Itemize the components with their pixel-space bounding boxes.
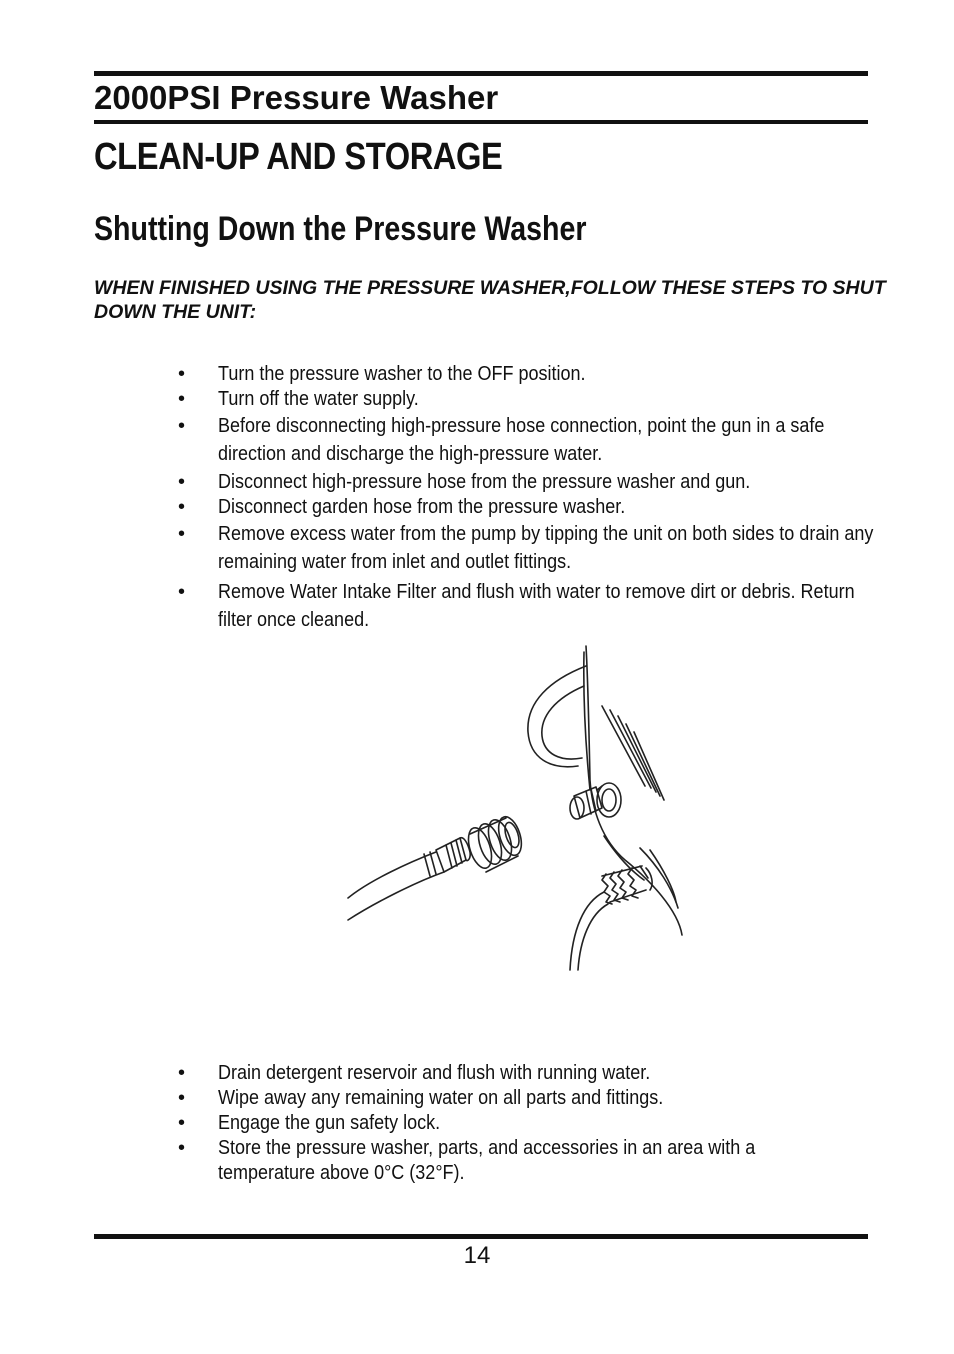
subsection-title: Shutting Down the Pressure Washer bbox=[94, 210, 587, 248]
header-rule-top bbox=[94, 71, 868, 76]
hose-disconnect-illustration-icon bbox=[340, 640, 690, 975]
list-item: • Store the pressure washer, parts, and accessories in an area with a temperature above 0°C (32°F). bbox=[178, 1137, 756, 1184]
document-title: 2000PSI Pressure Washer bbox=[94, 79, 499, 116]
list-item: • Disconnect garden hose from the pressure washer. bbox=[178, 496, 626, 518]
bullet-icon: • bbox=[178, 363, 186, 385]
bullet-icon: • bbox=[178, 1087, 186, 1109]
storage-steps-list bbox=[178, 1061, 878, 1186]
list-item: • Disconnect high-pressure hose from the pressure washer and gun. bbox=[178, 471, 751, 493]
section-title: CLEAN-UP AND STORAGE bbox=[94, 136, 503, 178]
list-item: • Wipe away any remaining water on all parts and fittings. bbox=[178, 1087, 664, 1109]
list-item: • Before disconnecting high-pressure hose connection, point the gun in a safe direction and discharge the high-pressure water. bbox=[178, 412, 878, 468]
bullet-icon: • bbox=[178, 523, 186, 545]
list-item: • Turn off the water supply. bbox=[178, 388, 419, 410]
shutdown-steps-list bbox=[178, 362, 878, 636]
bullet-icon: • bbox=[178, 496, 186, 518]
bullet-icon: • bbox=[178, 1062, 186, 1084]
list-item: • Remove excess water from the pump by tipping the unit on both sides to drain any remaining water from inlet and outlet fittings. bbox=[178, 520, 878, 576]
page-number: 14 bbox=[463, 1242, 491, 1269]
list-item: • Engage the gun safety lock. bbox=[178, 1112, 441, 1134]
bullet-icon: • bbox=[178, 1112, 186, 1134]
footer-rule bbox=[94, 1234, 868, 1239]
list-item: • Turn the pressure washer to the OFF position. bbox=[178, 363, 586, 385]
bullet-icon: • bbox=[178, 415, 186, 437]
bullet-icon: • bbox=[178, 1137, 186, 1159]
bullet-icon: • bbox=[178, 471, 186, 493]
header-rule-bottom bbox=[94, 120, 868, 124]
bullet-icon: • bbox=[178, 388, 186, 410]
intro-instruction: WHEN FINISHED USING THE PRESSURE WASHER,FOLLOW THESE STEPS TO SHUT DOWN THE UNIT: bbox=[94, 277, 886, 323]
bullet-icon: • bbox=[178, 581, 186, 603]
list-item: • Drain detergent reservoir and flush with running water. bbox=[178, 1062, 651, 1084]
list-item: • Remove Water Intake Filter and flush with water to remove dirt or debris. Return filter once cleaned. bbox=[178, 578, 878, 634]
